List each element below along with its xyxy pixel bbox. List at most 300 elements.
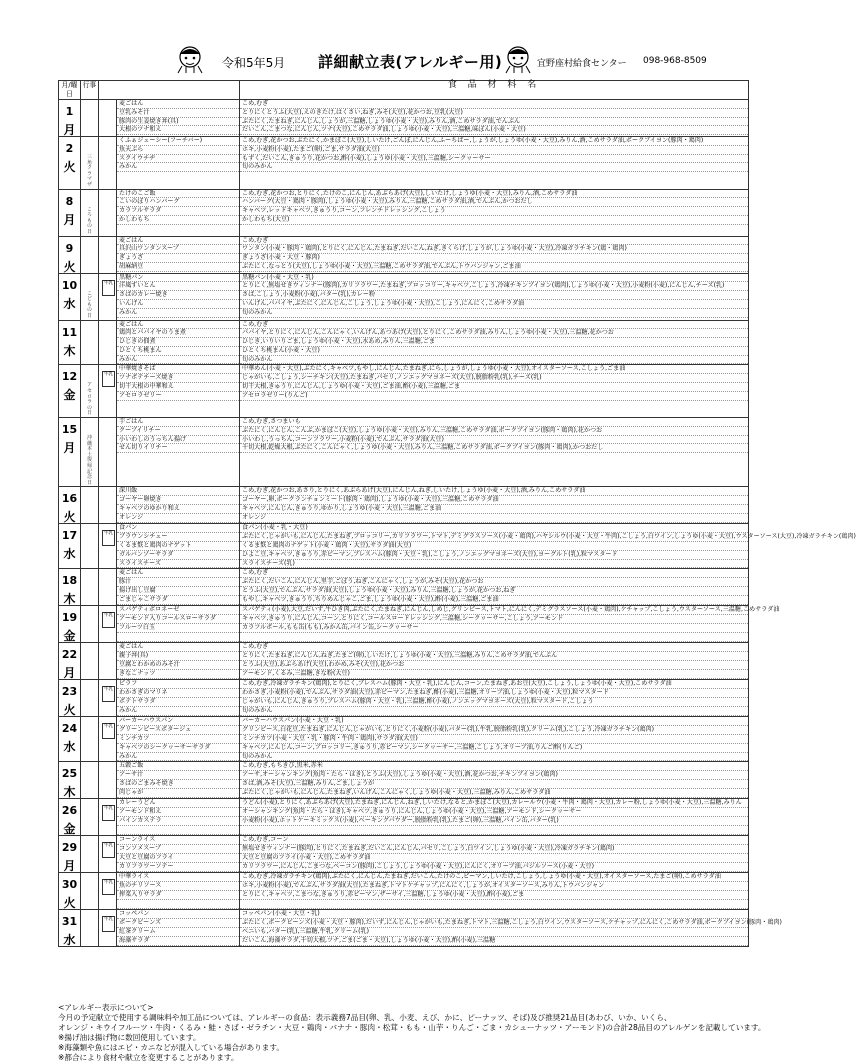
event-cell <box>81 717 99 762</box>
milk-cell <box>99 836 117 873</box>
dish-name: みかん <box>117 753 239 762</box>
day-of-week: 水 <box>63 547 76 562</box>
dish-name: ガルバンゾーサラダ <box>117 551 239 560</box>
ingredient-line: オーシャンキング(魚肉・たら・ほき),キャベツ,きゅうり,にんじん,しょうゆ(小麦・大豆),三温糖,アーモンド,シークヮーサー <box>240 808 748 817</box>
ingredient-line: こめ,むぎ,花かつお,ぶたにく,かまぼこ(大豆),しいたけ,ごんぼ,にんじん,ふーちばー,しょうが,しょうゆ(小麦・大豆),みりん,酒,こめサラダ油,ポークブイヨン(豚肉・鶏肉) <box>240 137 748 146</box>
day-number: 1 <box>65 105 74 118</box>
dish-name: ひとくち桃まん <box>117 347 239 356</box>
dish-name: 麦ごはん <box>117 569 239 578</box>
ingredient-line: グリンピース,白花豆,たまねぎ,にんじん,じゃがいも,とりにく,小麦粉(小麦),バター(乳),牛乳,脱脂粉乳(乳),クリーム(乳),こしょう,冷凍ガラチキン(鶏肉) <box>240 726 748 735</box>
dish-name: 洋風すいとん <box>117 282 239 291</box>
ingredient-line: カリフラワー,にんじん,こまつな,ベーコン(豚肉),こしょう,しょうゆ(小麦・大豆),にんにく,オリーブ油,パジルソース(小麦・大豆) <box>240 863 748 872</box>
day-number: 12 <box>61 370 78 384</box>
dish-name: グリーンピースポタージュ <box>117 726 239 735</box>
dish-name: 麦ごはん <box>117 100 239 109</box>
day-number: 31 <box>61 915 78 929</box>
ingredient-line: こめ,むぎ <box>240 100 748 109</box>
ingredient-line: 大豆と豆腐のフライ(小麦・大豆),こめサラダ油 <box>240 854 748 863</box>
day-of-week: 金 <box>63 629 76 644</box>
dish-name: キャベツのシークヮーサーサラダ <box>117 744 239 753</box>
day-number: 19 <box>61 611 78 625</box>
ingredient-line: さば,こしょう,小麦粉(小麦),バター(乳),カレー粉 <box>240 291 748 300</box>
dish-name: 五穀ご飯 <box>117 762 239 771</box>
ingredient-line: とりにくとうふ(大豆),えのきたけ,はくさい,ねぎ,みそ(大豆),花かつお,豆乳(大豆) <box>240 109 748 118</box>
dish-name: スクイウチヂ <box>117 155 239 164</box>
ingredients-cell <box>240 569 749 606</box>
day-number: 10 <box>61 278 78 292</box>
dish-name: 搾菜入りサラダ <box>117 891 239 900</box>
ingredient-line: こめ,むぎ <box>240 237 748 246</box>
dish-name: かしわもち <box>117 216 239 225</box>
ingredient-line: こめ,むぎ <box>240 569 748 578</box>
dish-name: 紅茶クリーム <box>117 928 239 937</box>
dish-name: ひじきの佃煮 <box>117 338 239 347</box>
dish-name: ミンチカツ <box>117 735 239 744</box>
day-of-week: 金 <box>63 822 76 837</box>
dish-cell <box>117 799 240 836</box>
day-cell <box>59 320 81 365</box>
ingredient-line: いんげん,パパイヤ,ぶたにく,にんじん,こしょう,しょうゆ(小麦・大豆),こしょう,にんにく,こめサラダ油 <box>240 300 748 309</box>
ingredient-line: ひとくち桃まん(小麦・大豆) <box>240 347 748 356</box>
milk-icon: 牛乳 <box>102 723 115 739</box>
ingredients-cell <box>240 873 749 910</box>
ingredient-line: 小麦粉(小麦),ホットケーキミックス(小麦),ベーキングパウダー,脱脂粉乳(乳),たまご(卵),三温糖,パイン缶,バター(乳) <box>240 817 748 826</box>
ingredients-cell <box>240 189 749 236</box>
dish-name: アーサ汁 <box>117 771 239 780</box>
dish-name: スライスチーズ <box>117 560 239 569</box>
dish-name: 麦ごはん <box>117 643 239 652</box>
dish-name: ポークビーンズ <box>117 919 239 928</box>
ingredient-line: だいこん,こまつな,にんじん,ツナ(大豆),こめサラダ油,しょうゆ(小麦・大豆),三温糖,味ぽん(小麦・大豆) <box>240 126 748 135</box>
ingredient-line: 小いわし,うっちん,コーンフラワー,小麦粉(小麦),でんぷん,サラダ油(大豆) <box>240 436 748 445</box>
milk-cell <box>99 418 117 487</box>
ingredient-line: 食パン(小麦・乳・大豆) <box>240 524 748 533</box>
milk-icon: 牛乳 <box>102 916 115 932</box>
ingredient-line: オレンジ <box>240 514 748 523</box>
dish-cell <box>117 418 240 487</box>
day-number: 15 <box>61 423 78 437</box>
ingredient-line: ぶたにく,だいこん,にんじん,里芋,ごぼう,ねぎ,こんにゃく,しょうが,みそ(大豆),花かつお <box>240 578 748 587</box>
event-cell <box>81 524 99 569</box>
day-of-week: 月 <box>63 859 76 874</box>
dish-name: アーモンド和え <box>117 808 239 817</box>
day-number: 17 <box>61 529 78 543</box>
day-row <box>59 873 749 910</box>
ingredient-line: ミンチカツ(小麦・大豆・乳・豚肉・牛肉・鶏肉),サラダ油(大豆) <box>240 735 748 744</box>
dish-name: みかん <box>117 707 239 716</box>
event-cell <box>81 569 99 606</box>
dish-name: コーンライス <box>117 836 239 845</box>
ingredient-line: くるま麩と鶏肉のナゲット(小麦・鶏肉・大豆),サラダ油(大豆) <box>240 542 748 551</box>
day-row <box>59 524 749 569</box>
dish-cell <box>117 606 240 643</box>
dish-name: 胡麻納豆 <box>117 263 239 272</box>
dish-cell <box>117 873 240 910</box>
note-line: ※都合により食材や献立を変更することがあります。 <box>58 1053 239 1062</box>
milk-icon: 牛乳 <box>102 842 115 858</box>
milk-cell <box>99 762 117 799</box>
day-number: 26 <box>61 804 78 818</box>
day-number: 11 <box>61 325 78 339</box>
dish-name: カリフラワーソテー <box>117 863 239 872</box>
dish-name: みかん <box>117 356 239 365</box>
dish-name: わかさぎのマリネ <box>117 689 239 698</box>
dish-name: 切干大根の中華和え <box>117 383 239 392</box>
day-cell <box>59 418 81 487</box>
dish-name: パインカステラ <box>117 817 239 826</box>
event-cell <box>81 189 99 236</box>
event-cell <box>81 643 99 680</box>
dish-name: 魚のチリソース <box>117 882 239 891</box>
event-label: 三角クラマザ <box>86 154 92 188</box>
dish-cell <box>117 643 240 680</box>
ingredient-line: ホキ,小麦粉(小麦),たまご(卵),ごま,サラダ油(大豆) <box>240 146 748 155</box>
dish-name: みかん <box>117 163 239 172</box>
milk-cell <box>99 273 117 320</box>
dish-name: 大根のツナ和え <box>117 126 239 135</box>
ingredient-line: ぶたにく,なっとう(大豆),しょうゆ(小麦・大豆),三温糖,こめサラダ油,でんぷん,トウバンジャン,ごま油 <box>240 263 748 272</box>
day-of-week: 金 <box>63 388 76 403</box>
ingredient-line: こめ,むぎ <box>240 643 748 652</box>
center-name: 宜野座村給食センター <box>537 59 627 69</box>
dish-name: 鶏肉とパパイヤのうま煮 <box>117 329 239 338</box>
dish-name: きなこナッツ <box>117 670 239 679</box>
day-row <box>59 236 749 273</box>
milk-cell <box>99 873 117 910</box>
event-cell <box>81 762 99 799</box>
ingredient-line: じゃがいも,にんじん,きゅうり,ブレスハム(豚肉・大豆・乳),三温糖,酢(小麦),ノンエッグマヨネーズ(大豆),粒マスタード,こしょう <box>240 698 748 707</box>
dish-name: くるま麩と鶏肉のナゲット <box>117 542 239 551</box>
dish-name: くふぁジューシー(フーチバー) <box>117 137 239 146</box>
ingredient-line: とりにく,無塩せきウィンナー(豚肉),カリフラワー,たまねぎ,ブロッコリー,キャベツ,こしょう,冷凍チキンブイヨン(鶏肉),しょうゆ(小麦・大豆),小麦粉(小麦),にんじん,チーズ(乳) <box>240 282 748 291</box>
ingredient-line: さば,酒,みそ(大豆),三温糖,みりん,ごま,しょうが <box>240 780 748 789</box>
dish-name: ゴーヤー卵焼き <box>117 496 239 505</box>
day-cell <box>59 365 81 418</box>
mascot-left-icon <box>172 44 208 74</box>
day-row <box>59 100 749 137</box>
milk-cell <box>99 137 117 190</box>
header-blank <box>99 81 240 100</box>
day-cell <box>59 606 81 643</box>
ingredients-cell <box>240 717 749 762</box>
dish-name: ツナポテチーズ焼き <box>117 374 239 383</box>
header-event: 行事 <box>81 81 99 100</box>
day-cell <box>59 524 81 569</box>
ingredient-line: アセロラゼリー(りんご) <box>240 392 748 401</box>
dish-cell <box>117 236 240 273</box>
dish-cell <box>117 189 240 236</box>
dish-name <box>117 900 239 909</box>
dish-name: 大豆と豆腐のフライ <box>117 854 239 863</box>
milk-icon: 牛乳 <box>102 805 115 821</box>
dish-name: たけのこご飯 <box>117 190 239 199</box>
day-of-week: 木 <box>63 343 76 358</box>
day-of-week: 火 <box>63 703 76 718</box>
event-cell <box>81 606 99 643</box>
dish-name: キャベツのゆかり和え <box>117 505 239 514</box>
ingredient-line <box>240 826 748 835</box>
ingredient-line: パパイヤ,とりにく,にんじん,こんにゃく,いんげん,あつあげ(大豆),とりにく,こめサラダ油,みりん,しょうゆ(小麦・大豆),三温糖,花かつお <box>240 329 748 338</box>
dish-cell <box>117 524 240 569</box>
dish-cell <box>117 487 240 524</box>
day-of-week: 木 <box>63 592 76 607</box>
dish-name: 豆腐とわかめのみそ汁 <box>117 661 239 670</box>
milk-cell <box>99 799 117 836</box>
allergy-notes <box>58 1003 766 1063</box>
milk-icon: 牛乳 <box>102 530 115 546</box>
ingredient-line: 旬のみかん <box>240 707 748 716</box>
day-row <box>59 717 749 762</box>
day-cell <box>59 137 81 190</box>
day-row <box>59 189 749 236</box>
day-cell <box>59 799 81 836</box>
dish-cell <box>117 910 240 947</box>
ingredient-line: ハンバーグ(大豆・鶏肉・豚肉),しょうゆ(小麦・大豆),みりん,三温糖,こめサラダ油,酒,でんぷん,かつおだし <box>240 198 748 207</box>
dish-name: 麦ごはん <box>117 237 239 246</box>
day-cell <box>59 910 81 947</box>
event-cell <box>81 487 99 524</box>
milk-cell <box>99 189 117 236</box>
day-row <box>59 137 749 190</box>
header-food: 食 品 材 料 名 <box>240 81 749 100</box>
ingredient-line: もやし,キャベツ,きゅうり,ちりめんじゃこ,ごま,しょうゆ(小麦・大豆),酢(小麦),三温糖,ごま油 <box>240 596 748 605</box>
dish-name: コンソメスープ <box>117 845 239 854</box>
event-label: ころもの日 <box>86 206 92 235</box>
ingredient-line: スライスチーズ(乳) <box>240 560 748 569</box>
ingredient-line: ひじき,いりいりごま,しょうゆ(小麦・大豆),水あめ,みりん,三温糖,ごま <box>240 338 748 347</box>
event-cell <box>81 236 99 273</box>
dish-name: コッペパン <box>117 910 239 919</box>
dish-name: いんげん <box>117 300 239 309</box>
event-cell <box>81 320 99 365</box>
milk-icon: 牛乳 <box>102 371 115 387</box>
ingredient-line: 無塩せきウィンナー(豚肉),とりにく,たまねぎ,だいこん,にんじん,パセリ,こしょう,白ワイン,しょうゆ(小麦・大豆),冷凍ガラチキン(鶏肉) <box>240 845 748 854</box>
event-label: アセロラの日 <box>86 382 92 417</box>
milk-icon: 牛乳 <box>102 280 115 296</box>
ingredient-line: スパゲティ(小麦),大豆,だいず,牛ひき肉,ぶたにく,たまねぎ,にんじん,しめじ,グリンピース,トマト,にんにく,デミグラスソース(小麦・鶏肉),ケチャップ,こしょう,ウスターソース,三温糖,こめサラダ油 <box>242 606 780 614</box>
dish-name: クーブイリチー <box>117 427 239 436</box>
note-line: <アレルギー表示について> <box>58 1003 154 1012</box>
event-cell <box>81 418 99 487</box>
day-of-week: 火 <box>63 160 76 174</box>
milk-cell <box>99 606 117 643</box>
dish-name: さばのカレー焼き <box>117 291 239 300</box>
dish-name: オレンジ <box>117 514 239 523</box>
dish-name: ぎょうざ <box>117 254 239 263</box>
ingredient-line: こめ,むぎ,さつまいも <box>240 418 748 427</box>
ingredient-line: アーモンド,くるみ,三温糖,きな粉(大豆) <box>240 670 748 679</box>
day-cell <box>59 762 81 799</box>
day-row <box>59 365 749 418</box>
ingredient-line: キャベツ,レッドキャベツ,きゅうり,コーン,フレンチドレッシング,こしょう <box>240 207 748 216</box>
ingredient-line: こめ,むぎ <box>240 321 748 330</box>
event-cell <box>81 680 99 717</box>
day-cell <box>59 189 81 236</box>
ingredient-line: うどん(小麦),とりにく,あぶらあげ(大豆),たまねぎ,にんじん,ねぎ,しいたけ,なると,かまぼこ(大豆),カレールウ(小麦・牛肉・鶏肉・大豆),カレー粉,しょうゆ(小麦・大豆),三温糖,みりん <box>240 799 748 808</box>
day-cell <box>59 836 81 873</box>
milk-cell <box>99 365 117 418</box>
ingredient-line: だいこん,海藻サラダ,千切大根,ツナ,ごま(ごま・大豆),しょうゆ(小麦・大豆),酢(小麦),三温糖 <box>240 937 748 946</box>
ingredient-line: ぶたにく,にんじん,こんぶ,かまぼこ(大豆),しょうゆ(小麦・大豆),みりん,三温糖,こめサラダ油,ポークブイヨン(豚肉・鶏肉),花かつお <box>240 427 748 436</box>
ingredient-line: キャベツ,にんじん,コーン,ブロッコリー,きゅうり,赤ピーマン,シークヮーサー,三温糖,こしょう,オリーブ油,りんご酢(りんご) <box>240 744 748 753</box>
dish-name: みかん <box>117 309 239 318</box>
dish-name: ブラウンシチュー <box>117 533 239 542</box>
day-cell <box>59 273 81 320</box>
header-date: 月/曜日 <box>59 81 81 100</box>
ingredient-line: とりにく,キャベツ,こまつな,きゅうり,赤ピーマン,ザーサイ,三温糖,しょうゆ(小麦・大豆),酢(小麦),ごま <box>240 891 748 900</box>
dish-cell <box>117 320 240 365</box>
dish-name: 豆乳みそ汁 <box>117 109 239 118</box>
dish-name: 魚天ぷら <box>117 146 239 155</box>
milk-cell <box>99 236 117 273</box>
note-line: 今月の予定献立で使用する調味料や加工品については、アレルギーの食品：表示義務7品目(卵、乳、小麦、えび、かに、ピーナッツ、そば)及び推奨21品目(あわび、いか、いくら、 <box>58 1013 672 1022</box>
day-of-week: 月 <box>63 212 76 227</box>
ingredient-line: ぶたにく,ポークビーンズ(小麦・大豆・豚肉),だいず,にんじん,じゃがいも,たまねぎ,トマト,三温糖,こしょう,白ワイン,ウスターソース,ケチャップ,にんにく,こめサラダ油,ポークブイヨン(豚肉・鶏肉) <box>242 919 782 927</box>
event-cell <box>81 873 99 910</box>
dish-cell <box>117 569 240 606</box>
dish-name: 豚肉の生姜焼き丼(具) <box>117 118 239 127</box>
ingredient-line: 旬のみかん <box>240 163 748 172</box>
event-cell <box>81 137 99 190</box>
ingredient-line: じゃがいも,こしょう,シーチキン(大豆),たまねぎ,パセリ,ノンエッグマヨネーズ(大豆),脱脂粉乳(乳),チーズ(乳) <box>240 374 748 383</box>
dish-cell <box>117 762 240 799</box>
ingredients-cell <box>240 643 749 680</box>
day-row <box>59 487 749 524</box>
ingredient-line: 中華めん(小麦・大豆),ぶたにく,キャベツ,もやし,にんじん,たまねぎ,にら,しょうが,しょうゆ(小麦・大豆),オイスターソース,こしょう,ごま油 <box>240 365 748 374</box>
dish-name: 食パン <box>117 524 239 533</box>
ingredient-line: ぎょうざ(小麦・大豆・豚肉) <box>240 254 748 263</box>
day-number: 29 <box>61 841 78 855</box>
ingredients-cell <box>240 762 749 799</box>
ingredients-cell <box>240 836 749 873</box>
dish-name: スパゲティボロネーゼ <box>117 606 239 615</box>
dish-name: 豚汁 <box>117 578 239 587</box>
ingredients-cell <box>240 524 856 569</box>
ingredient-line: こめ,むぎ,花かつお,とりにく,たけのこ,にんじん,あぶらあげ(大豆),しいたけ,しょうゆ(小麦・大豆),みりん,酒,こめサラダ油 <box>240 190 748 199</box>
day-row <box>59 273 749 320</box>
ingredient-line: キャベツ,きゅうり,にんじん,コーン,とりにく,コールスロードレッシング,三温糖,シークヮーサー,こしょう,アーモンド <box>240 615 748 624</box>
day-row <box>59 680 749 717</box>
dish-cell <box>117 100 240 137</box>
event-cell <box>81 273 99 320</box>
day-row <box>59 836 749 873</box>
ingredient-line: こめ,むぎ,冷凍ガラチキン(鶏肉),ぶたにく,にんじん,たまねぎ,だいこん,たけのこ,ピーマン,しいたけ,こしょう,しょうゆ(小麦・大豆),オイスターソース,たまご(卵),こめサラダ油 <box>240 873 748 882</box>
dish-name: 海藻サラダ <box>117 937 239 946</box>
ingredients-cell <box>240 273 749 320</box>
ingredient-line: 旬のみかん <box>240 356 748 365</box>
ingredient-line: こめ,むぎ,コーン <box>240 836 748 845</box>
ingredients-cell <box>240 799 749 836</box>
dish-name: ピラフ <box>117 680 239 689</box>
day-number: 25 <box>61 767 78 781</box>
ingredient-line: もずく,だいこん,きゅうり,花かつお,酢(小麦),しょうゆ(小麦・大豆),三温糖,シークヮーサー <box>240 155 748 164</box>
day-cell <box>59 236 81 273</box>
dish-cell <box>117 717 240 762</box>
note-line: オレンジ・キウイフルーツ・牛肉・くるみ・鮭・さば・ゼラチン・大豆・鶏肉・バナナ・豚肉・松茸・もも・山芋・りんご・ごま・カシューナッツ・アーモンド)の合計28品目のアレルゲンを記載しています。 <box>58 1023 766 1032</box>
day-number: 16 <box>61 492 78 506</box>
ingredient-line: ぶたにく,たまねぎ,にんじん,しょうが,三温糖,しょうゆ(小麦・大豆),みりん,酒,こめサラダ油,でんぷん <box>240 118 748 127</box>
ingredients-cell <box>240 365 749 418</box>
dish-name: 深川飯 <box>117 487 239 496</box>
dish-cell <box>117 836 240 873</box>
dish-name: 中華焼きそば <box>117 365 239 374</box>
day-row <box>59 643 749 680</box>
ingredient-line: 千切大根,乾燥大根,ぶたにく,こんにゃく,しょうゆ(小麦・大豆),みりん,三温糖,こめサラダ油,ポークブイヨン(豚肉・鶏肉),かつおだし <box>240 444 748 453</box>
mascot-right-icon <box>500 44 536 74</box>
milk-icon: 牛乳 <box>102 612 115 628</box>
milk-icon: 牛乳 <box>102 879 115 895</box>
milk-cell <box>99 910 117 947</box>
dish-name: ポテトサラダ <box>117 698 239 707</box>
ingredients-cell <box>240 680 749 717</box>
ingredients-cell <box>240 320 749 365</box>
milk-cell <box>99 643 117 680</box>
milk-cell <box>99 524 117 569</box>
ingredients-cell <box>240 236 749 273</box>
allergy-menu-table <box>58 80 856 948</box>
ingredient-line: ぶたにく,じゃがいも,にんじん,たまねぎ,いんげん,こんにゃく,しょうゆ(小麦・大豆),三温糖,みりん,こめサラダ油 <box>240 789 748 798</box>
ingredient-line: こめ,むぎ,冷凍ガラチキン(鶏肉),とりにく,ブレスハム(豚肉・大豆・乳),にんじん,コーン,たまねぎ,あお豆(大豆),こしょう,しょうゆ(小麦・大豆),こめサラダ油 <box>240 680 748 689</box>
page-title: 詳細献立表(アレルギー用) <box>318 53 503 71</box>
ingredient-line: かしわもち(大豆) <box>240 216 748 225</box>
dish-name: バーカーハウスパン <box>117 717 239 726</box>
page-header <box>0 0 750 76</box>
day-of-week: 火 <box>63 896 76 911</box>
dish-name: 肉じゃが <box>117 789 239 798</box>
ingredient-line: コッペパン(小麦・大豆・乳) <box>240 910 748 919</box>
milk-icon: 牛乳 <box>102 686 115 702</box>
menu-month: 令和5年5月 <box>222 56 286 70</box>
day-cell <box>59 717 81 762</box>
dish-name: アーモンド入りコールスローサラダ <box>117 615 239 624</box>
event-label: 沖縄本土復帰記念日 <box>86 435 92 486</box>
dish-name: さばのごまみそ焼き <box>117 780 239 789</box>
day-number: 8 <box>65 194 74 208</box>
dish-name: 揚げ出し豆腐 <box>117 587 239 596</box>
phone-number: 098-968-8509 <box>643 56 707 66</box>
ingredient-line <box>240 900 748 909</box>
day-row <box>59 569 749 606</box>
dish-name: カレーうどん <box>117 799 239 808</box>
dish-name <box>117 826 239 835</box>
dish-name: 芋ごはん <box>117 418 239 427</box>
day-of-week: 月 <box>63 666 76 681</box>
ingredients-cell <box>240 606 780 643</box>
ingredients-cell <box>240 487 749 524</box>
ingredient-line: キャベツ,にんじん,きゅうり,ゆかり,しょうゆ(小麦・大豆),三温糖,ごま油 <box>240 505 748 514</box>
day-number: 9 <box>65 241 74 255</box>
day-row <box>59 799 749 836</box>
ingredient-line: ベニいも,バター(乳),三温糖,牛乳,クリーム(乳) <box>240 928 748 937</box>
ingredient-line: こめ,むぎ,もちきび,黒米,赤米 <box>240 762 748 771</box>
day-cell <box>59 643 81 680</box>
day-number: 23 <box>61 685 78 699</box>
day-number: 2 <box>65 142 74 155</box>
dish-name <box>117 633 239 642</box>
dish-name: フルーツ白玉 <box>117 624 239 633</box>
day-cell <box>59 873 81 910</box>
dish-name: ごまじゃこサラダ <box>117 596 239 605</box>
note-line: ※海藻類や魚にはエビ・カニなどが混入している場合があります。 <box>58 1043 284 1052</box>
ingredient-line: ぶたにく,じゃがいも,にんじん,たまねぎ,ブロッコリー,カリフラワー,トマト,デミグラスソース(小麦・鶏肉),ハヤシルウ(小麦・大豆・牛肉),こしょう,白ワイン,しょうゆ(小麦・大豆),ウスターソース(大豆),冷凍ガラチキン(鶏肉) <box>242 533 856 541</box>
ingredients-cell <box>240 100 749 137</box>
day-cell <box>59 569 81 606</box>
event-cell <box>81 100 99 137</box>
dish-name: 親子丼(具) <box>117 652 239 661</box>
ingredient-line: 切干大根,きゅうり,にんじん,しょうゆ(小麦・大豆),ごま油,酢(小麦),三温糖,ごま <box>240 383 748 392</box>
event-cell <box>81 836 99 873</box>
ingredient-line: 旬のみかん <box>240 309 748 318</box>
